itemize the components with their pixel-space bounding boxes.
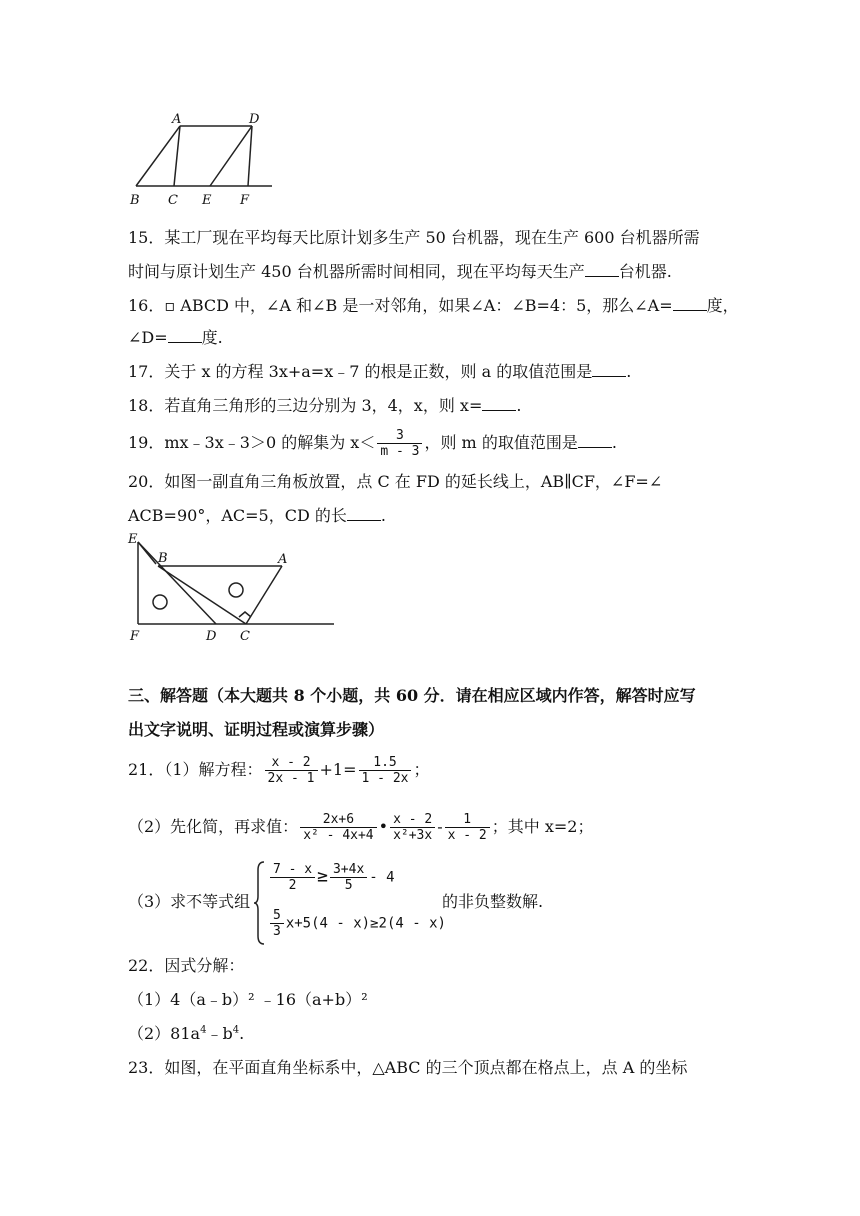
segment-df — [248, 126, 252, 186]
label-f: F — [240, 193, 250, 208]
question-18 — [128, 396, 521, 416]
question-16-line-2 — [128, 328, 223, 348]
answer-blank-19[interactable] — [578, 433, 612, 448]
q21-p3-den-1: 2 — [288, 878, 297, 893]
parallelogram-bottom-labels — [124, 190, 284, 210]
question-16-line-1 — [128, 296, 739, 316]
q21-p3-den-2: 5 — [344, 878, 353, 893]
question-17-text-a: 17．关于 x 的方程 3x+a=x﹣7 的根是正数，则 a 的取值范围是 — [128, 362, 593, 381]
segment-de — [210, 126, 252, 186]
segment-ac — [246, 566, 282, 624]
fig2-label-a: A — [278, 552, 288, 567]
question-23-line-1 — [128, 1058, 687, 1078]
q23-text: 23．如图，在平面直角坐标系中，△ABC 的三个顶点都在格点上，点 A 的坐标 — [128, 1058, 688, 1077]
q21-p3-end: 的非负整数解. — [442, 892, 544, 911]
question-16-text-2a: ∠D= — [128, 328, 168, 347]
question-16-text-1b: 度， — [706, 296, 739, 315]
answer-blank-15[interactable] — [585, 262, 619, 277]
question-15-text-2a: 时间与原计划生产 450 台机器所需时间相同，现在平均每天生产 — [128, 262, 585, 281]
q21-p2-num-3: 1 — [445, 812, 490, 828]
q22-p1: （1）4（a﹣b）² ﹣16（a+b）² — [128, 990, 368, 1009]
q21-p2-num-2: x - 2 — [390, 812, 435, 828]
q22-p2-exp-1: 4 — [200, 1024, 207, 1036]
q21-p2-fraction-1 — [300, 812, 376, 843]
q22-p2a: （2）81a — [128, 1024, 201, 1043]
q21-p3-tail-1: - 4 — [369, 869, 395, 886]
segment-bc — [158, 566, 246, 624]
question-18-text-b: . — [516, 396, 522, 415]
q21-p1-den-2: 1 - 2x — [361, 771, 409, 786]
question-15-line-2 — [128, 262, 672, 282]
segment-ed — [138, 542, 216, 624]
q21-p2-fraction-3 — [445, 812, 490, 843]
question-15-text-1: 15．某工厂现在平均每天比原计划多生产 50 台机器，现在生产 600 台机器所需 — [128, 228, 700, 247]
inequality-row-1 — [268, 862, 395, 893]
q21-p3-den-3: 3 — [273, 924, 281, 939]
segment-e-inner — [138, 542, 156, 564]
label-e: E — [202, 193, 212, 208]
question-21-part-3 — [128, 892, 250, 912]
q21-p2-dot: • — [378, 817, 389, 836]
answer-blank-16b[interactable] — [168, 328, 202, 343]
question-20-text-1: 20．如图一副直角三角板放置，点 C 在 FD 的延长线上，AB∥CF，∠F=∠ — [128, 472, 663, 491]
answer-blank-20[interactable] — [347, 506, 381, 521]
section-3-heading-text-1: 三、解答题（本大题共 8 个小题，共 60 分．请在相应区域内作答，解答时应写 — [128, 686, 696, 705]
fraction-numerator: 3 — [377, 428, 422, 444]
ruler-hole-right — [229, 583, 243, 597]
fraction-denominator: m - 3 — [380, 444, 420, 459]
question-16-text-1a: 16．▫ ABCD 中，∠A 和∠B 是一对邻角，如果∠A：∠B=4：5，那么∠A= — [128, 296, 673, 315]
q21-p3-num-1: 7 - x — [270, 862, 315, 878]
label-a: A — [172, 112, 182, 127]
right-angle-mark — [239, 612, 251, 617]
segment-ac — [174, 126, 180, 186]
question-18-text-a: 18．若直角三角形的三边分别为 3，4，x，则 x= — [128, 396, 483, 415]
q22-p2-exp-2: 4 — [232, 1024, 240, 1036]
section-3-heading-text-2: 出文字说明、证明过程或演算步骤） — [128, 720, 385, 739]
section-3-heading-line-1 — [128, 686, 696, 706]
question-22-part-1 — [128, 990, 368, 1010]
q21-p1-mid: +1= — [319, 760, 357, 779]
q21-p3-fraction-1 — [270, 862, 315, 893]
question-22-title — [128, 956, 244, 976]
question-20-text-2b: . — [380, 506, 386, 525]
label-d: D — [249, 112, 260, 127]
q21-p1-den-1: 2x - 1 — [267, 771, 315, 786]
question-19-text-c: . — [611, 433, 617, 452]
parallelogram-figure — [124, 108, 284, 188]
answer-blank-17[interactable] — [592, 362, 626, 377]
question-17 — [128, 362, 631, 382]
q21-p1-fraction-2 — [359, 755, 412, 786]
question-15-line-1 — [128, 228, 700, 248]
q21-p2-den-2: x²+3x — [393, 828, 433, 843]
question-20-line-1 — [128, 472, 662, 492]
question-21-part-2 — [128, 808, 593, 846]
q21-p3-fraction-3 — [270, 908, 284, 939]
q21-p3-num-3: 5 — [270, 908, 284, 924]
ruler-hole-left — [153, 595, 167, 609]
question-17-text-b: . — [626, 362, 632, 381]
q21-p3-num-2: 3+4x — [330, 862, 367, 878]
q21-p1-fraction-1 — [265, 755, 318, 786]
answer-blank-16a[interactable] — [673, 296, 707, 311]
q22-p2c: ﹣b — [206, 1024, 233, 1043]
fig2-label-c: C — [240, 629, 250, 644]
question-20-line-2 — [128, 506, 386, 526]
fraction-3-over-m-minus-3 — [377, 428, 422, 459]
question-22-part-2 — [128, 1024, 244, 1044]
q21-p2-label: （2）先化简，再求值： — [128, 817, 299, 836]
q21-p2-num-1: 2x+6 — [300, 812, 376, 828]
q21-p2-den-3: x - 2 — [447, 828, 487, 843]
q21-p3-fraction-2 — [330, 862, 367, 893]
q21-p1-num-1: x - 2 — [265, 755, 318, 771]
q21-p2-den-1: x² - 4x+4 — [303, 828, 374, 843]
question-20-text-2a: ACB=90°，AC=5，CD 的长 — [128, 506, 347, 525]
q21-p3-ge: ≥ — [317, 865, 328, 887]
label-c: C — [168, 193, 178, 208]
q21-p3-label: （3）求不等式组 — [128, 892, 251, 911]
fig2-label-e: E — [128, 532, 138, 547]
question-21-part-3-end — [442, 892, 543, 912]
q21-p1-end: ； — [413, 760, 430, 779]
q22-p2e: . — [239, 1024, 245, 1043]
triangle-rulers-figure — [126, 530, 336, 646]
question-15-text-2b: 台机器. — [618, 262, 672, 281]
q21-p2-end: ；其中 x=2； — [491, 817, 594, 836]
q21-p1-label: 21．（1）解方程： — [128, 760, 263, 779]
segment-ab — [136, 126, 180, 186]
question-19-text-b: ，则 m 的取值范围是 — [424, 433, 578, 452]
question-16-text-2b: 度. — [201, 328, 223, 347]
label-b: B — [130, 193, 140, 208]
question-21-part-1 — [128, 752, 430, 788]
fig2-label-b: B — [158, 551, 168, 566]
inequality-system-brace — [254, 860, 266, 946]
q21-p2-minus: - — [437, 817, 443, 836]
inequality-row-2 — [268, 908, 446, 939]
q21-p3-row-2: x+5(4 - x)≥2(4 - x) — [285, 915, 446, 932]
q21-p2-fraction-2 — [390, 812, 435, 843]
question-19-text-a: 19．mx﹣3x﹣3＞0 的解集为 x＜ — [128, 433, 376, 452]
q21-p1-num-2: 1.5 — [359, 755, 412, 771]
answer-blank-18[interactable] — [482, 396, 516, 411]
fig2-label-d: D — [206, 629, 217, 644]
q22-title: 22．因式分解： — [128, 956, 245, 975]
section-3-heading-line-2 — [128, 720, 384, 740]
question-19 — [128, 426, 617, 460]
fig2-label-f: F — [130, 629, 140, 644]
